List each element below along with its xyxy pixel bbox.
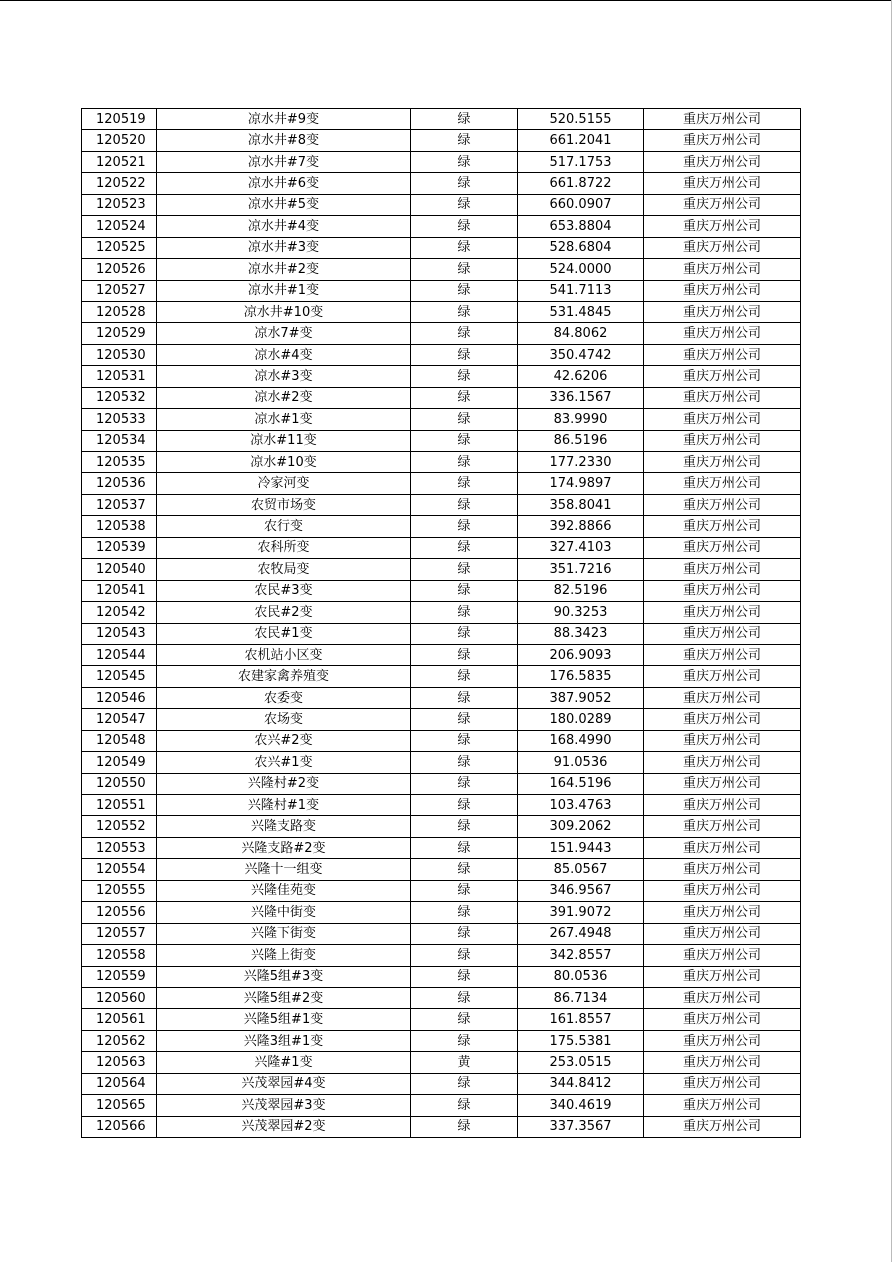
- company-cell: 重庆万州公司: [644, 837, 801, 858]
- company-cell: 重庆万州公司: [644, 880, 801, 901]
- value-cell: 528.6804: [518, 237, 644, 258]
- company-cell: 重庆万州公司: [644, 280, 801, 301]
- value-cell: 327.4103: [518, 537, 644, 558]
- status-cell: 绿: [411, 859, 518, 880]
- value-cell: 344.8412: [518, 1073, 644, 1094]
- row-id-cell: 120526: [82, 259, 157, 280]
- row-id-cell: 120529: [82, 323, 157, 344]
- row-id-cell: 120524: [82, 216, 157, 237]
- company-cell: 重庆万州公司: [644, 323, 801, 344]
- row-id-cell: 120557: [82, 923, 157, 944]
- table-row: [82, 516, 801, 537]
- company-cell: 重庆万州公司: [644, 1052, 801, 1073]
- row-id-cell: 120547: [82, 709, 157, 730]
- station-name-cell: 凉水#4变: [157, 344, 411, 365]
- table-row: [82, 1073, 801, 1094]
- station-name-cell: 凉水井#3变: [157, 237, 411, 258]
- value-cell: 517.1753: [518, 151, 644, 172]
- table-row: [82, 1030, 801, 1051]
- table-row: [82, 623, 801, 644]
- table-row: [82, 473, 801, 494]
- company-cell: 重庆万州公司: [644, 387, 801, 408]
- table-row: [82, 795, 801, 816]
- company-cell: 重庆万州公司: [644, 216, 801, 237]
- company-cell: 重庆万州公司: [644, 580, 801, 601]
- station-name-cell: 兴隆中街变: [157, 902, 411, 923]
- company-cell: 重庆万州公司: [644, 173, 801, 194]
- value-cell: 661.8722: [518, 173, 644, 194]
- row-id-cell: 120521: [82, 151, 157, 172]
- station-name-cell: 凉水井#9变: [157, 109, 411, 130]
- station-name-cell: 农民#2变: [157, 602, 411, 623]
- row-id-cell: 120545: [82, 666, 157, 687]
- station-name-cell: 兴茂翠园#2变: [157, 1116, 411, 1137]
- company-cell: 重庆万州公司: [644, 473, 801, 494]
- table-row: [82, 687, 801, 708]
- table-row: [82, 1009, 801, 1030]
- row-id-cell: 120561: [82, 1009, 157, 1030]
- status-cell: 绿: [411, 666, 518, 687]
- row-id-cell: 120522: [82, 173, 157, 194]
- status-cell: 绿: [411, 644, 518, 665]
- company-cell: 重庆万州公司: [644, 644, 801, 665]
- value-cell: 267.4948: [518, 923, 644, 944]
- table-row: [82, 1116, 801, 1137]
- company-cell: 重庆万州公司: [644, 1073, 801, 1094]
- company-cell: 重庆万州公司: [644, 752, 801, 773]
- status-cell: 绿: [411, 1095, 518, 1116]
- station-name-cell: 农民#3变: [157, 580, 411, 601]
- station-name-cell: 农兴#2变: [157, 730, 411, 751]
- row-id-cell: 120540: [82, 559, 157, 580]
- table-row: [82, 537, 801, 558]
- station-name-cell: 兴隆村#2变: [157, 773, 411, 794]
- status-cell: 绿: [411, 130, 518, 151]
- status-cell: 绿: [411, 602, 518, 623]
- status-cell: 绿: [411, 323, 518, 344]
- company-cell: 重庆万州公司: [644, 409, 801, 430]
- value-cell: 175.5381: [518, 1030, 644, 1051]
- station-name-cell: 凉水井#7变: [157, 151, 411, 172]
- row-id-cell: 120543: [82, 623, 157, 644]
- station-name-cell: 凉水#1变: [157, 409, 411, 430]
- company-cell: 重庆万州公司: [644, 602, 801, 623]
- company-cell: 重庆万州公司: [644, 1095, 801, 1116]
- company-cell: 重庆万州公司: [644, 430, 801, 451]
- row-id-cell: 120533: [82, 409, 157, 430]
- company-cell: 重庆万州公司: [644, 366, 801, 387]
- company-cell: 重庆万州公司: [644, 1030, 801, 1051]
- value-cell: 161.8557: [518, 1009, 644, 1030]
- value-cell: 168.4990: [518, 730, 644, 751]
- company-cell: 重庆万州公司: [644, 494, 801, 515]
- value-cell: 177.2330: [518, 452, 644, 473]
- company-cell: 重庆万州公司: [644, 859, 801, 880]
- row-id-cell: 120527: [82, 280, 157, 301]
- station-name-cell: 农场变: [157, 709, 411, 730]
- value-cell: 336.1567: [518, 387, 644, 408]
- company-cell: 重庆万州公司: [644, 452, 801, 473]
- value-cell: 337.3567: [518, 1116, 644, 1137]
- value-cell: 176.5835: [518, 666, 644, 687]
- status-cell: 绿: [411, 902, 518, 923]
- station-name-cell: 凉水井#1变: [157, 280, 411, 301]
- station-name-cell: 凉水井#10变: [157, 301, 411, 322]
- table-row: [82, 816, 801, 837]
- company-cell: 重庆万州公司: [644, 301, 801, 322]
- status-cell: 绿: [411, 366, 518, 387]
- status-cell: 绿: [411, 344, 518, 365]
- value-cell: 392.8866: [518, 516, 644, 537]
- row-id-cell: 120534: [82, 430, 157, 451]
- status-cell: 绿: [411, 173, 518, 194]
- status-cell: 绿: [411, 730, 518, 751]
- value-cell: 86.7134: [518, 987, 644, 1008]
- station-name-cell: 凉水#10变: [157, 452, 411, 473]
- value-cell: 88.3423: [518, 623, 644, 644]
- table-row: [82, 987, 801, 1008]
- row-id-cell: 120537: [82, 494, 157, 515]
- table-row: [82, 945, 801, 966]
- company-cell: 重庆万州公司: [644, 709, 801, 730]
- station-name-cell: 农建家禽养殖变: [157, 666, 411, 687]
- row-id-cell: 120566: [82, 1116, 157, 1137]
- station-name-cell: 凉水井#6变: [157, 173, 411, 194]
- value-cell: 86.5196: [518, 430, 644, 451]
- station-name-cell: 兴隆村#1变: [157, 795, 411, 816]
- table-row: [82, 859, 801, 880]
- table-row: [82, 752, 801, 773]
- row-id-cell: 120554: [82, 859, 157, 880]
- company-cell: 重庆万州公司: [644, 923, 801, 944]
- row-id-cell: 120560: [82, 987, 157, 1008]
- company-cell: 重庆万州公司: [644, 559, 801, 580]
- row-id-cell: 120552: [82, 816, 157, 837]
- status-cell: 绿: [411, 987, 518, 1008]
- status-cell: 绿: [411, 537, 518, 558]
- status-cell: 绿: [411, 280, 518, 301]
- value-cell: 151.9443: [518, 837, 644, 858]
- table-row: [82, 773, 801, 794]
- value-cell: 80.0536: [518, 966, 644, 987]
- row-id-cell: 120519: [82, 109, 157, 130]
- status-cell: 绿: [411, 923, 518, 944]
- status-cell: 绿: [411, 387, 518, 408]
- station-name-cell: 凉水井#2变: [157, 259, 411, 280]
- status-cell: 绿: [411, 216, 518, 237]
- value-cell: 90.3253: [518, 602, 644, 623]
- table-row: [82, 902, 801, 923]
- table-row: [82, 1095, 801, 1116]
- row-id-cell: 120528: [82, 301, 157, 322]
- value-cell: 524.0000: [518, 259, 644, 280]
- station-name-cell: 兴隆支路变: [157, 816, 411, 837]
- station-name-cell: 兴隆下街变: [157, 923, 411, 944]
- value-cell: 531.4845: [518, 301, 644, 322]
- value-cell: 180.0289: [518, 709, 644, 730]
- table-row: [82, 966, 801, 987]
- company-cell: 重庆万州公司: [644, 945, 801, 966]
- status-cell: 绿: [411, 837, 518, 858]
- row-id-cell: 120548: [82, 730, 157, 751]
- table-row: [82, 259, 801, 280]
- company-cell: 重庆万州公司: [644, 795, 801, 816]
- status-cell: 绿: [411, 452, 518, 473]
- row-id-cell: 120564: [82, 1073, 157, 1094]
- status-cell: 绿: [411, 151, 518, 172]
- status-cell: 绿: [411, 430, 518, 451]
- status-cell: 绿: [411, 473, 518, 494]
- station-name-cell: 凉水#2变: [157, 387, 411, 408]
- station-name-cell: 农兴#1变: [157, 752, 411, 773]
- row-id-cell: 120565: [82, 1095, 157, 1116]
- value-cell: 351.7216: [518, 559, 644, 580]
- status-cell: 绿: [411, 409, 518, 430]
- status-cell: 绿: [411, 816, 518, 837]
- station-name-cell: 凉水井#4变: [157, 216, 411, 237]
- company-cell: 重庆万州公司: [644, 151, 801, 172]
- value-cell: 342.8557: [518, 945, 644, 966]
- company-cell: 重庆万州公司: [644, 902, 801, 923]
- row-id-cell: 120553: [82, 837, 157, 858]
- table-row: [82, 323, 801, 344]
- table-row: [82, 880, 801, 901]
- table-row: [82, 666, 801, 687]
- table-row: [82, 409, 801, 430]
- station-name-cell: 凉水#3变: [157, 366, 411, 387]
- table-row: [82, 837, 801, 858]
- value-cell: 164.5196: [518, 773, 644, 794]
- station-name-cell: 兴隆支路#2变: [157, 837, 411, 858]
- table-row: [82, 494, 801, 515]
- status-cell: 绿: [411, 880, 518, 901]
- row-id-cell: 120563: [82, 1052, 157, 1073]
- status-cell: 绿: [411, 1073, 518, 1094]
- value-cell: 84.8062: [518, 323, 644, 344]
- company-cell: 重庆万州公司: [644, 816, 801, 837]
- status-cell: 黄: [411, 1052, 518, 1073]
- table-row: [82, 109, 801, 130]
- company-cell: 重庆万州公司: [644, 966, 801, 987]
- row-id-cell: 120523: [82, 194, 157, 215]
- table-row: [82, 151, 801, 172]
- table-body: [82, 109, 801, 1138]
- row-id-cell: 120520: [82, 130, 157, 151]
- company-cell: 重庆万州公司: [644, 237, 801, 258]
- value-cell: 346.9567: [518, 880, 644, 901]
- company-cell: 重庆万州公司: [644, 516, 801, 537]
- value-cell: 174.9897: [518, 473, 644, 494]
- value-cell: 253.0515: [518, 1052, 644, 1073]
- table-row: [82, 173, 801, 194]
- table-row: [82, 237, 801, 258]
- company-cell: 重庆万州公司: [644, 1009, 801, 1030]
- value-cell: 309.2062: [518, 816, 644, 837]
- value-cell: 103.4763: [518, 795, 644, 816]
- status-cell: 绿: [411, 1030, 518, 1051]
- table-row: [82, 559, 801, 580]
- company-cell: 重庆万州公司: [644, 1116, 801, 1137]
- status-cell: 绿: [411, 516, 518, 537]
- station-name-cell: 农民#1变: [157, 623, 411, 644]
- station-name-cell: 凉水7#变: [157, 323, 411, 344]
- value-cell: 206.9093: [518, 644, 644, 665]
- table-row: [82, 216, 801, 237]
- row-id-cell: 120538: [82, 516, 157, 537]
- table-row: [82, 730, 801, 751]
- station-name-cell: 兴隆上街变: [157, 945, 411, 966]
- table-row: [82, 366, 801, 387]
- row-id-cell: 120536: [82, 473, 157, 494]
- company-cell: 重庆万州公司: [644, 130, 801, 151]
- table-row: [82, 1052, 801, 1073]
- station-name-cell: 兴隆5组#1变: [157, 1009, 411, 1030]
- table-row: [82, 644, 801, 665]
- station-name-cell: 凉水#11变: [157, 430, 411, 451]
- status-cell: 绿: [411, 580, 518, 601]
- station-name-cell: 农委变: [157, 687, 411, 708]
- status-cell: 绿: [411, 301, 518, 322]
- station-name-cell: 农牧局变: [157, 559, 411, 580]
- row-id-cell: 120525: [82, 237, 157, 258]
- company-cell: 重庆万州公司: [644, 344, 801, 365]
- value-cell: 82.5196: [518, 580, 644, 601]
- row-id-cell: 120544: [82, 644, 157, 665]
- value-cell: 653.8804: [518, 216, 644, 237]
- company-cell: 重庆万州公司: [644, 987, 801, 1008]
- station-name-cell: 农行变: [157, 516, 411, 537]
- row-id-cell: 120558: [82, 945, 157, 966]
- table-row: [82, 452, 801, 473]
- row-id-cell: 120532: [82, 387, 157, 408]
- station-name-cell: 兴茂翠园#3变: [157, 1095, 411, 1116]
- status-cell: 绿: [411, 945, 518, 966]
- station-name-cell: 兴隆3组#1变: [157, 1030, 411, 1051]
- table-row: [82, 130, 801, 151]
- station-name-cell: 兴隆#1变: [157, 1052, 411, 1073]
- status-cell: 绿: [411, 194, 518, 215]
- row-id-cell: 120530: [82, 344, 157, 365]
- status-cell: 绿: [411, 259, 518, 280]
- value-cell: 520.5155: [518, 109, 644, 130]
- row-id-cell: 120542: [82, 602, 157, 623]
- status-cell: 绿: [411, 709, 518, 730]
- status-cell: 绿: [411, 687, 518, 708]
- value-cell: 85.0567: [518, 859, 644, 880]
- row-id-cell: 120535: [82, 452, 157, 473]
- value-cell: 340.4619: [518, 1095, 644, 1116]
- row-id-cell: 120551: [82, 795, 157, 816]
- table-row: [82, 709, 801, 730]
- row-id-cell: 120549: [82, 752, 157, 773]
- row-id-cell: 120531: [82, 366, 157, 387]
- company-cell: 重庆万州公司: [644, 666, 801, 687]
- table-row: [82, 430, 801, 451]
- company-cell: 重庆万州公司: [644, 773, 801, 794]
- row-id-cell: 120550: [82, 773, 157, 794]
- status-cell: 绿: [411, 752, 518, 773]
- status-cell: 绿: [411, 494, 518, 515]
- company-cell: 重庆万州公司: [644, 623, 801, 644]
- table-row: [82, 602, 801, 623]
- company-cell: 重庆万州公司: [644, 259, 801, 280]
- value-cell: 660.0907: [518, 194, 644, 215]
- value-cell: 83.9990: [518, 409, 644, 430]
- station-name-cell: 兴隆5组#2变: [157, 987, 411, 1008]
- transformer-table: [81, 108, 801, 1138]
- station-name-cell: 兴隆十一组变: [157, 859, 411, 880]
- value-cell: 350.4742: [518, 344, 644, 365]
- status-cell: 绿: [411, 559, 518, 580]
- status-cell: 绿: [411, 1009, 518, 1030]
- top-border-line: [0, 0, 892, 1]
- value-cell: 91.0536: [518, 752, 644, 773]
- station-name-cell: 冷家河变: [157, 473, 411, 494]
- row-id-cell: 120539: [82, 537, 157, 558]
- table-row: [82, 387, 801, 408]
- company-cell: 重庆万州公司: [644, 537, 801, 558]
- status-cell: 绿: [411, 773, 518, 794]
- company-cell: 重庆万州公司: [644, 194, 801, 215]
- status-cell: 绿: [411, 1116, 518, 1137]
- company-cell: 重庆万州公司: [644, 687, 801, 708]
- table-row: [82, 280, 801, 301]
- row-id-cell: 120559: [82, 966, 157, 987]
- status-cell: 绿: [411, 237, 518, 258]
- table-row: [82, 344, 801, 365]
- table-row: [82, 580, 801, 601]
- value-cell: 42.6206: [518, 366, 644, 387]
- station-name-cell: 农机站小区变: [157, 644, 411, 665]
- table-row: [82, 923, 801, 944]
- status-cell: 绿: [411, 966, 518, 987]
- table-row: [82, 194, 801, 215]
- row-id-cell: 120556: [82, 902, 157, 923]
- row-id-cell: 120546: [82, 687, 157, 708]
- table-row: [82, 301, 801, 322]
- status-cell: 绿: [411, 795, 518, 816]
- company-cell: 重庆万州公司: [644, 730, 801, 751]
- value-cell: 358.8041: [518, 494, 644, 515]
- company-cell: 重庆万州公司: [644, 109, 801, 130]
- status-cell: 绿: [411, 623, 518, 644]
- station-name-cell: 凉水井#8变: [157, 130, 411, 151]
- row-id-cell: 120555: [82, 880, 157, 901]
- value-cell: 391.9072: [518, 902, 644, 923]
- station-name-cell: 兴隆佳苑变: [157, 880, 411, 901]
- value-cell: 661.2041: [518, 130, 644, 151]
- value-cell: 541.7113: [518, 280, 644, 301]
- station-name-cell: 农贸市场变: [157, 494, 411, 515]
- row-id-cell: 120541: [82, 580, 157, 601]
- station-name-cell: 凉水井#5变: [157, 194, 411, 215]
- value-cell: 387.9052: [518, 687, 644, 708]
- status-cell: 绿: [411, 109, 518, 130]
- station-name-cell: 兴茂翠园#4变: [157, 1073, 411, 1094]
- row-id-cell: 120562: [82, 1030, 157, 1051]
- station-name-cell: 农科所变: [157, 537, 411, 558]
- station-name-cell: 兴隆5组#3变: [157, 966, 411, 987]
